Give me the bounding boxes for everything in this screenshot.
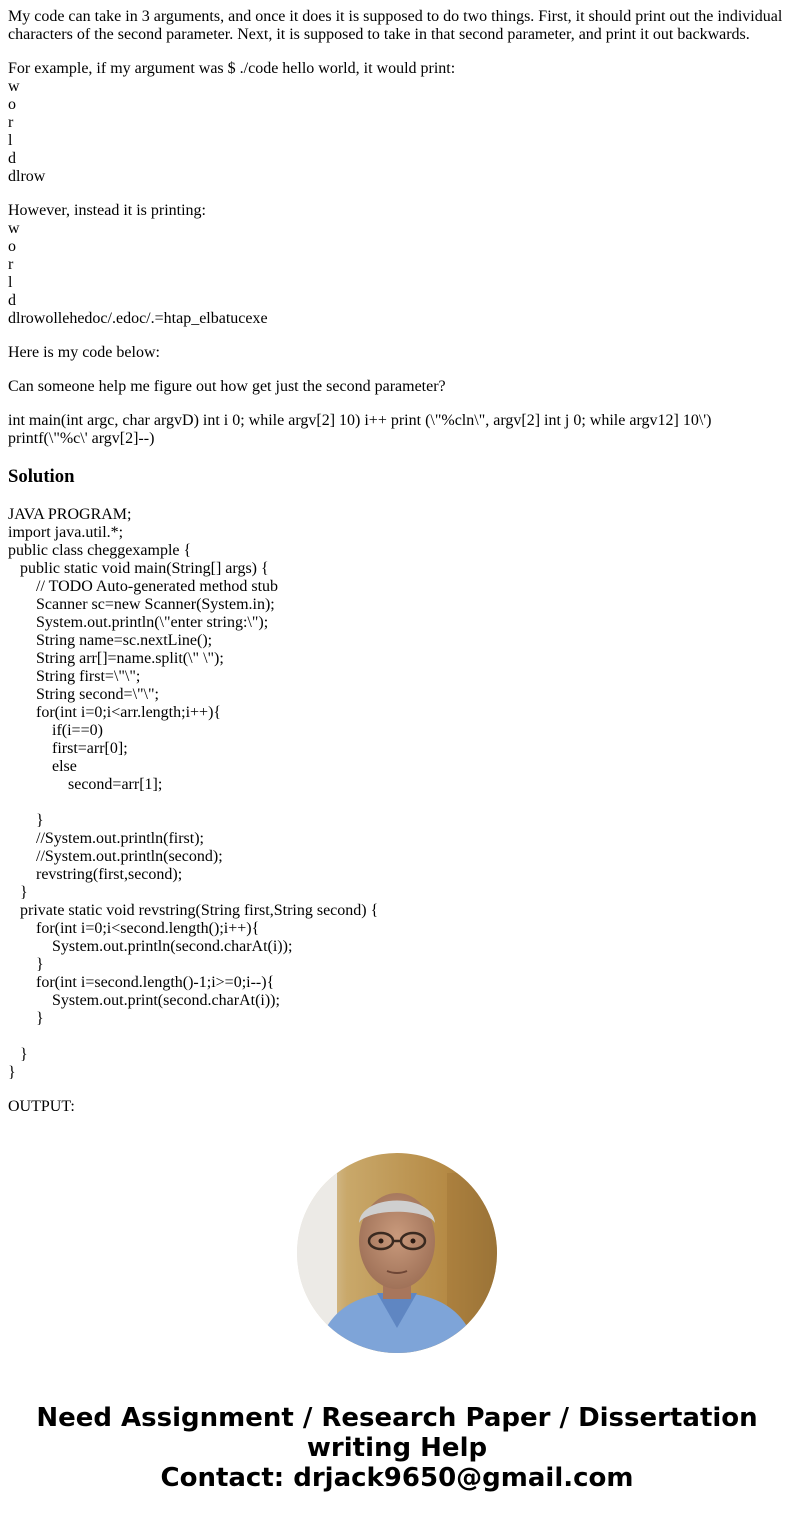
code-line: } xyxy=(8,956,44,973)
code-line xyxy=(8,794,788,812)
expected-output-line: dlrow xyxy=(8,168,46,185)
code-line xyxy=(8,1028,788,1046)
expected-output-line: d xyxy=(8,150,16,167)
code-intro: Here is my code below: xyxy=(8,344,160,361)
actual-output-line: o xyxy=(8,238,16,255)
actual-output-line: l xyxy=(8,274,13,291)
code-line: public class cheggexample { xyxy=(8,542,192,559)
code-line: } xyxy=(8,884,28,901)
document-content xyxy=(8,8,788,1122)
actual-output-line: dlrowollehedoc/.edoc/.=htap_elbatucexe xyxy=(8,310,268,327)
code-line: revstring(first,second); xyxy=(8,866,183,883)
code-line: String arr[]=name.split(\" \"); xyxy=(8,650,224,667)
code-line: //System.out.println(second); xyxy=(8,848,223,865)
banner-line-2: writing Help xyxy=(306,1433,488,1463)
expected-output-line: w xyxy=(8,78,20,95)
code-line: String name=sc.nextLine(); xyxy=(8,632,213,649)
code-line: String second=\"\"; xyxy=(8,686,159,703)
broken-code: int main(int argc, char argvD) int i 0; while argv[2] 10) i++ print (\"%cln\", argv[2] int j 0; while argv12] 10\') printf(\"%c\' argv[2]--) xyxy=(8,412,712,447)
code-line: public static void main(String[] args) { xyxy=(8,560,269,577)
solution-code xyxy=(8,506,788,1082)
code-line: } xyxy=(8,1064,16,1081)
code-line: System.out.println(second.charAt(i)); xyxy=(8,938,293,955)
expected-output-line: l xyxy=(8,132,13,149)
promo-banner xyxy=(0,1403,794,1493)
code-line: String first=\"\"; xyxy=(8,668,141,685)
author-portrait xyxy=(297,1153,497,1353)
banner-line-1: Need Assignment / Research Paper / Dissertation xyxy=(36,1403,758,1433)
actual-output-line: w xyxy=(8,220,20,237)
code-line: Scanner sc=new Scanner(System.in); xyxy=(8,596,275,613)
code-line: if(i==0) xyxy=(8,722,103,739)
code-line: for(int i=0;i<second.length();i++){ xyxy=(8,920,260,937)
code-line: } xyxy=(8,812,44,829)
output-section xyxy=(8,1098,788,1116)
code-line: // TODO Auto-generated method stub xyxy=(8,578,279,595)
code-line: System.out.println(\"enter string:\"); xyxy=(8,614,269,631)
code-line: for(int i=0;i<arr.length;i++){ xyxy=(8,704,222,721)
actual-output-block: However, instead it is printing: w o r l d dlrowollehedoc/.edoc/.=htap_elbatucexe xyxy=(8,202,788,328)
question-intro: My code can take in 3 arguments, and once it does it is supposed to do two things. First, it should print out the individual characters of the second parameter. Next, it is supposed to take in that second parameter, and print it out backwards. xyxy=(8,8,783,43)
code-line: } xyxy=(8,1046,28,1063)
code-line: import java.util.*; xyxy=(8,524,124,541)
expected-output-line: o xyxy=(8,96,16,113)
actual-output-line: r xyxy=(8,256,14,273)
code-line: second=arr[1]; xyxy=(8,776,163,793)
expected-output-block: For example, if my argument was $ ./code hello world, it would print: w o r l d dlrow xyxy=(8,60,788,186)
code-line: first=arr[0]; xyxy=(8,740,128,757)
solution-heading: Solution xyxy=(8,466,75,487)
code-line: System.out.print(second.charAt(i)); xyxy=(8,992,280,1009)
code-line: private static void revstring(String first,String second) { xyxy=(8,902,379,919)
banner-contact: Contact: drjack9650@gmail.com xyxy=(160,1463,634,1493)
code-line: JAVA PROGRAM; xyxy=(8,506,132,523)
code-line: else xyxy=(8,758,77,775)
help-request: Can someone help me figure out how get just the second parameter? xyxy=(8,378,446,395)
output-label: OUTPUT: xyxy=(8,1098,75,1115)
expected-output-line: r xyxy=(8,114,14,131)
code-line: for(int i=second.length()-1;i>=0;i--){ xyxy=(8,974,275,991)
code-line: //System.out.println(first); xyxy=(8,830,204,847)
actual-output-line: d xyxy=(8,292,16,309)
author-avatar xyxy=(297,1153,497,1353)
code-line: } xyxy=(8,1010,44,1027)
